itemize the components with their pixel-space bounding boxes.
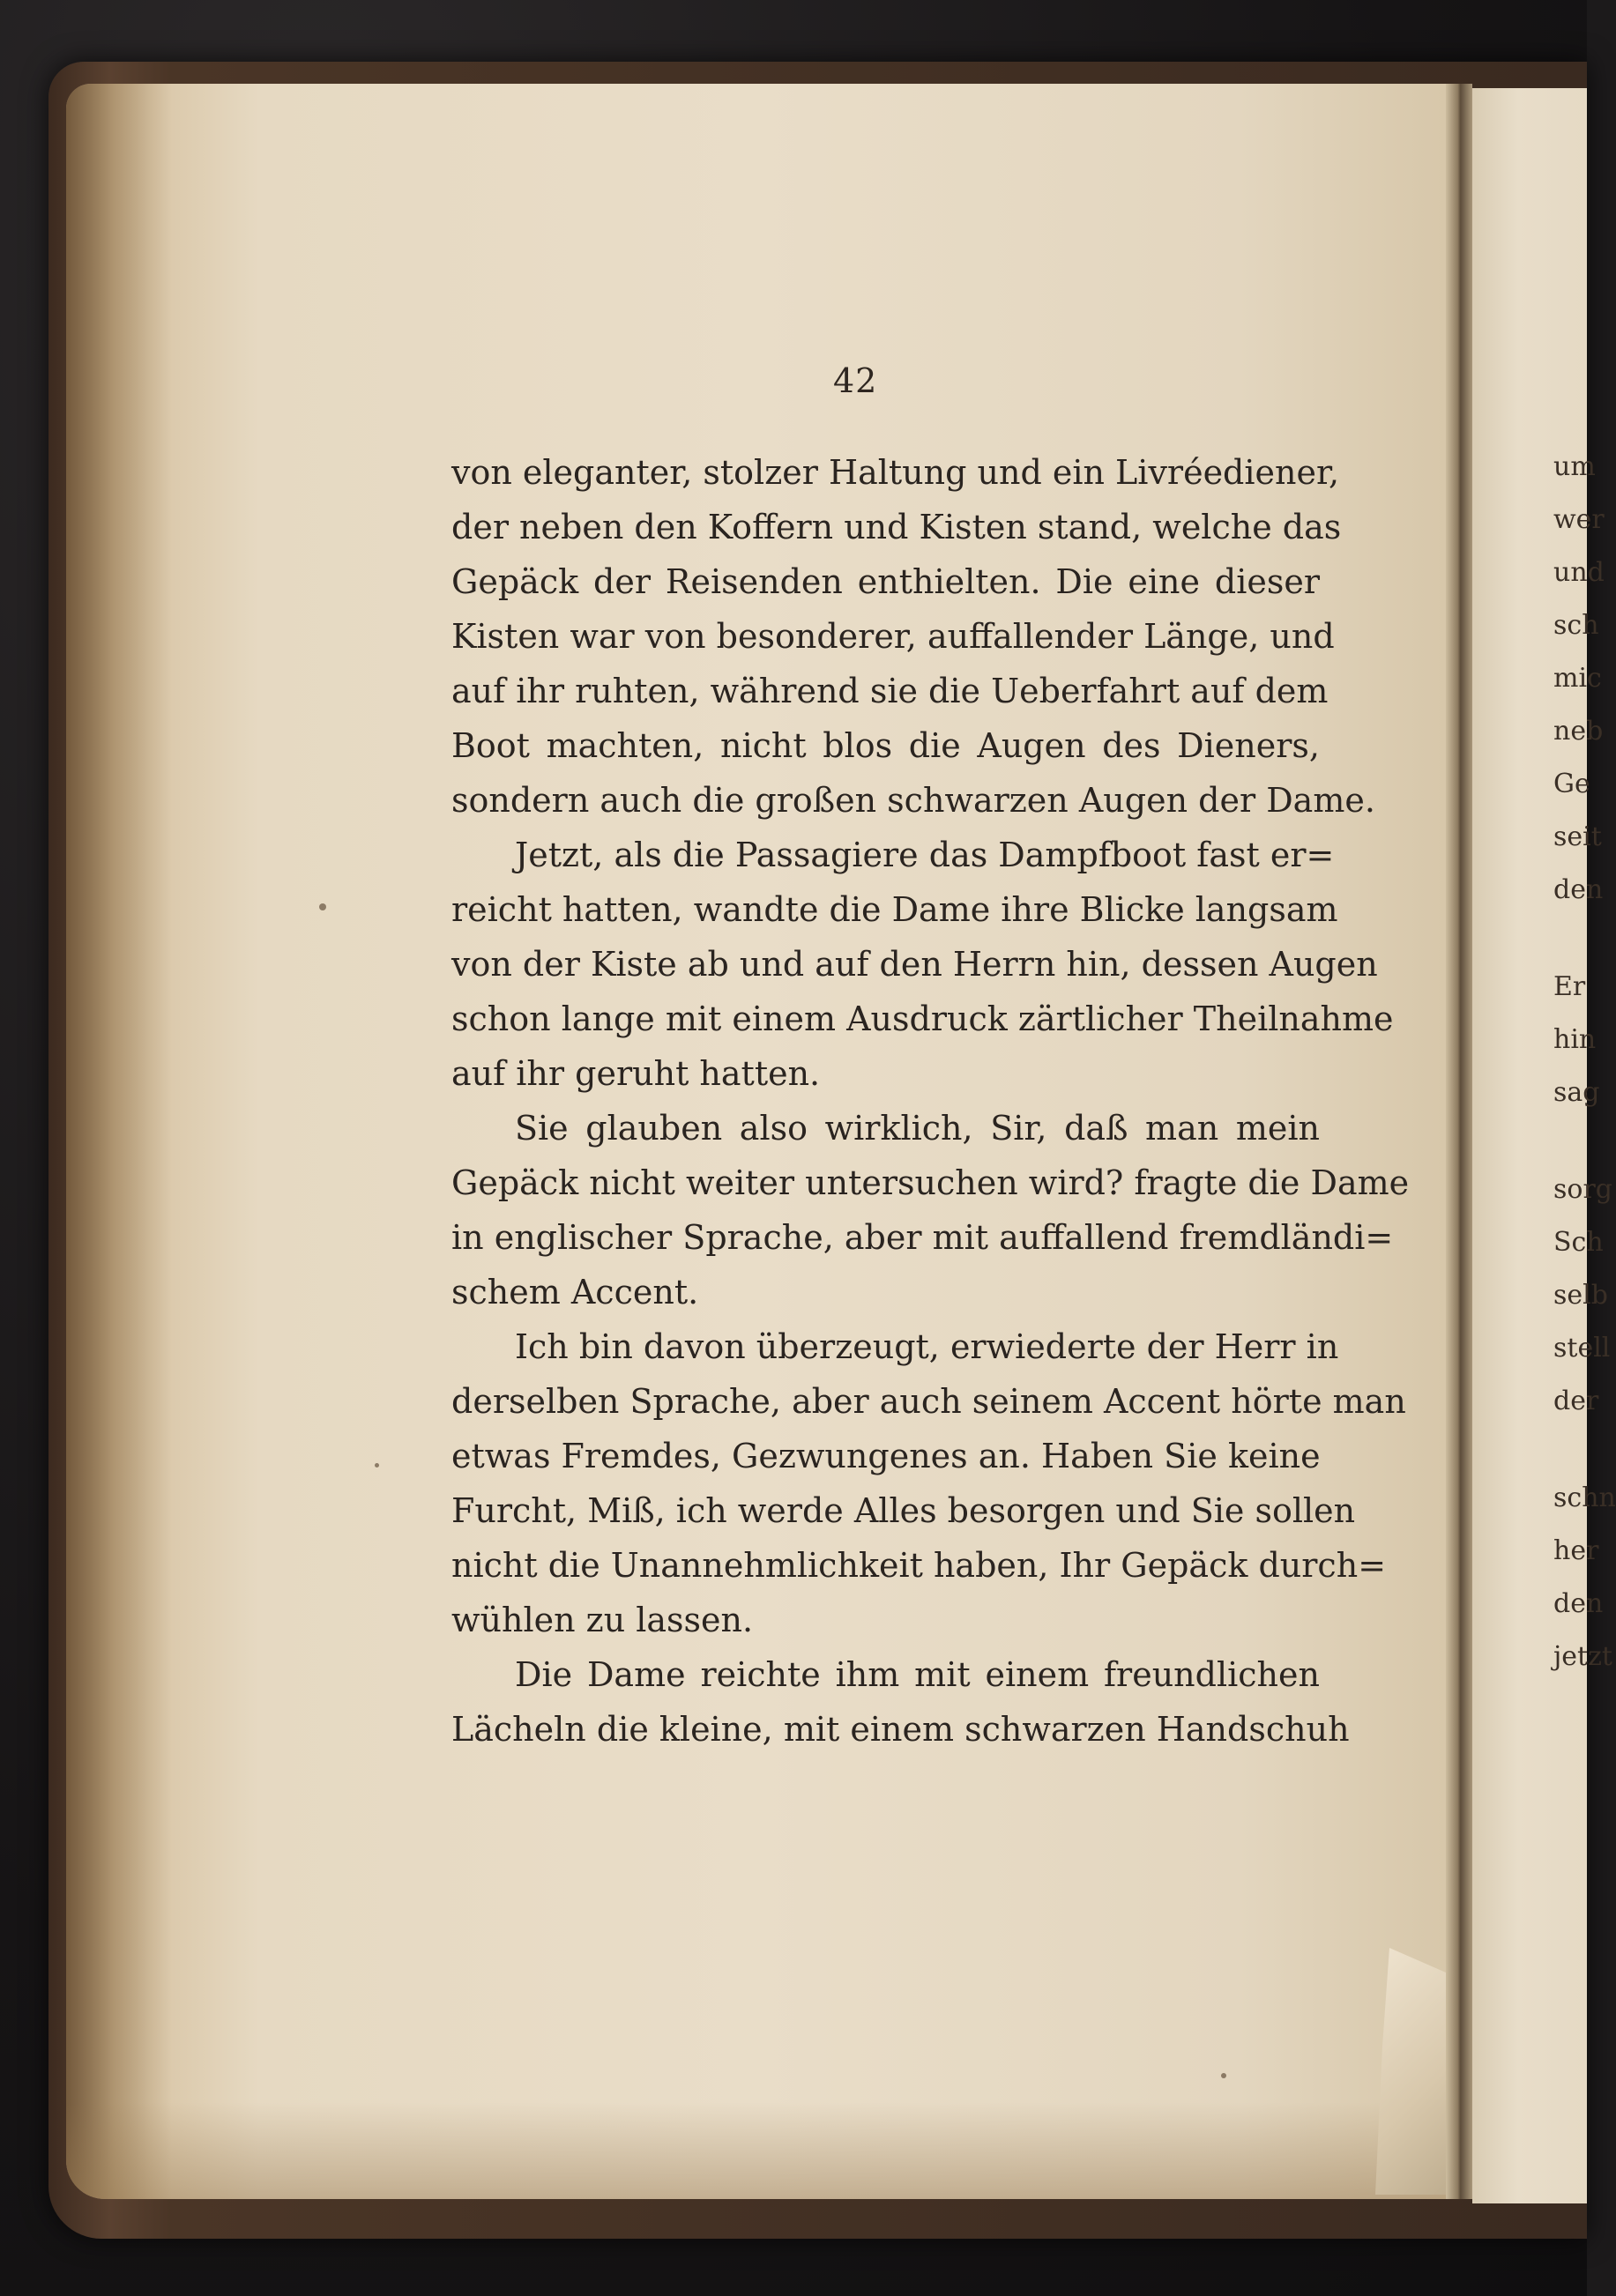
right-fragment: selb xyxy=(1553,1280,1608,1311)
text-line: wühlen zu lassen. xyxy=(451,1601,754,1639)
text-line: Ich bin davon überzeugt, erwiederte der Herr in xyxy=(515,1327,1339,1366)
right-fragment xyxy=(1553,1428,1589,1472)
text-line: schem Accent. xyxy=(451,1273,699,1311)
right-fragment: hin xyxy=(1553,1024,1597,1055)
book-gutter xyxy=(1446,84,1472,2199)
text-line: Gepäck der Reisenden enthielten. Die eine dieser xyxy=(451,562,1320,601)
right-fragment: Ge xyxy=(1553,769,1590,799)
text-line: schon lange mit einem Ausdruck zärtlicher Theilnahme xyxy=(451,999,1394,1038)
page-stain xyxy=(1221,2073,1226,2078)
text-line: Gepäck nicht weiter untersuchen wird? fragte die Dame xyxy=(451,1163,1410,1202)
right-fragment: der xyxy=(1553,1386,1599,1416)
text-line: etwas Fremdes, Gezwungenes an. Haben Sie keine xyxy=(451,1437,1321,1475)
text-line: Furcht, Miß, ich werde Alles besorgen und Sie sollen xyxy=(451,1491,1356,1530)
right-fragment: den xyxy=(1553,1588,1604,1619)
body-text xyxy=(451,445,1410,1757)
right-fragment: neb xyxy=(1553,716,1604,747)
text-line: Kisten war von besonderer, auffallender Länge, und xyxy=(451,617,1335,656)
page-stain xyxy=(319,903,326,910)
right-fragment: schn xyxy=(1553,1482,1616,1513)
text-line: Boot machten, nicht blos die Augen des Dieners, xyxy=(451,726,1320,765)
right-fragment: sag xyxy=(1553,1077,1600,1108)
right-fragment: den xyxy=(1553,874,1604,905)
text-line: von eleganter, stolzer Haltung und ein Livréediener, xyxy=(451,453,1340,492)
page-stain xyxy=(375,1463,379,1468)
text-line: auf ihr ruhten, während sie die Ueberfahrt auf dem xyxy=(451,672,1329,710)
text-line: sondern auch die großen schwarzen Augen der Dame. xyxy=(451,781,1375,820)
right-fragment: her xyxy=(1553,1535,1599,1566)
right-fragment: um xyxy=(1553,451,1596,482)
text-line: Lächeln die kleine, mit einem schwarzen Handschuh xyxy=(451,1710,1350,1749)
text-line: Die Dame reichte ihm mit einem freundlichen xyxy=(515,1655,1320,1694)
text-line: reicht hatten, wandte die Dame ihre Blicke langsam xyxy=(451,890,1338,929)
right-fragment xyxy=(1553,1119,1589,1163)
right-fragment: Er xyxy=(1553,971,1586,1002)
right-fragment xyxy=(1553,917,1589,961)
right-fragment: mic xyxy=(1553,663,1602,694)
right-fragment: Sch xyxy=(1553,1227,1604,1258)
right-fragment: seit xyxy=(1553,821,1602,852)
text-line: der neben den Koffern und Kisten stand, welche das xyxy=(451,508,1342,546)
right-fragment: und xyxy=(1553,557,1605,588)
right-page-text xyxy=(1553,441,1616,1683)
text-line: derselben Sprache, aber auch seinem Accent hörte man xyxy=(451,1382,1406,1421)
text-line: Sie glauben also wirklich, Sir, daß man mein xyxy=(515,1109,1320,1148)
right-fragment: sch xyxy=(1553,610,1599,641)
text-line: auf ihr geruht hatten. xyxy=(451,1054,821,1093)
text-line: nicht die Unannehmlichkeit haben, Ihr Gepäck durch= xyxy=(451,1546,1387,1585)
page-number: 42 xyxy=(833,361,878,400)
right-fragment: sorg xyxy=(1553,1174,1613,1205)
text-line: Jetzt, als die Passagiere das Dampfboot fast er= xyxy=(515,836,1335,874)
right-fragment: wer xyxy=(1553,504,1605,535)
text-line: in englischer Sprache, aber mit auffallend fremdländi= xyxy=(451,1218,1394,1257)
text-line: von der Kiste ab und auf den Herrn hin, dessen Augen xyxy=(451,945,1378,984)
right-fragment: stell xyxy=(1553,1333,1611,1363)
right-fragment: jetzt xyxy=(1553,1641,1612,1672)
